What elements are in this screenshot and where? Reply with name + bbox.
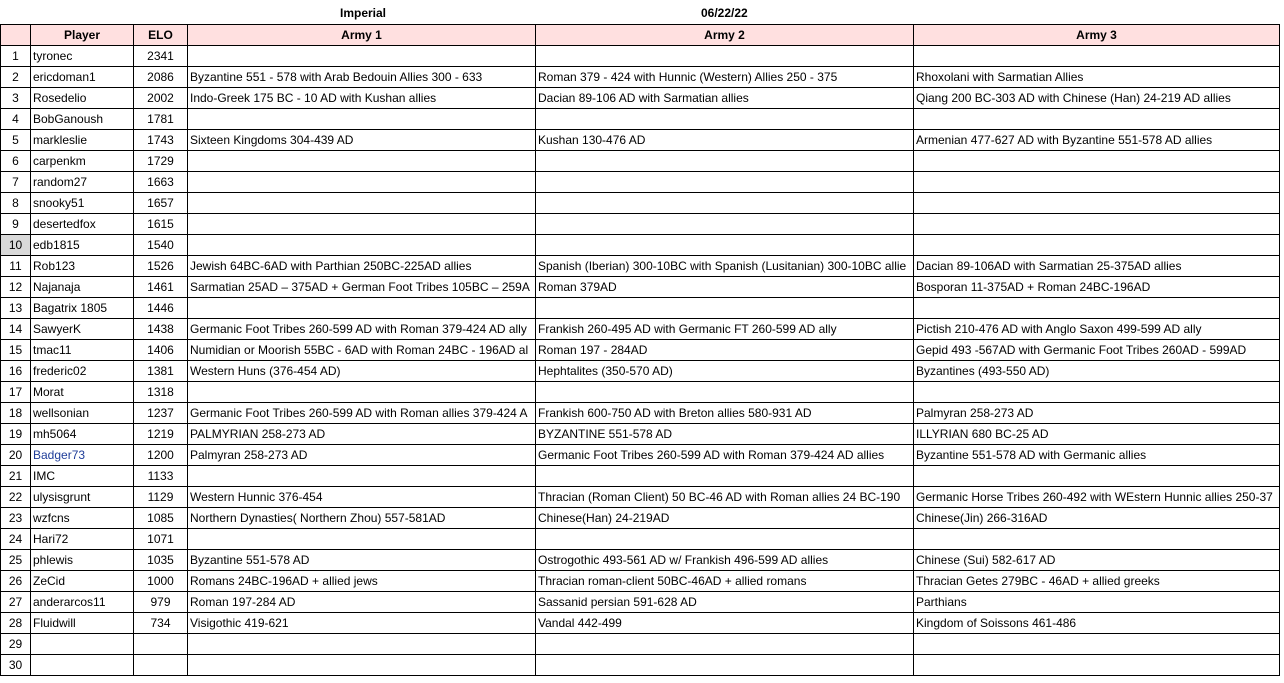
rank-cell[interactable]: 2 <box>1 67 31 88</box>
table-row <box>1 382 1280 403</box>
army2-cell[interactable]: Kushan 130-476 AD <box>536 130 914 151</box>
army1-cell[interactable]: Roman 197-284 AD <box>188 592 536 613</box>
rank-cell[interactable]: 20 <box>1 445 31 466</box>
rank-cell[interactable]: 18 <box>1 403 31 424</box>
army2-cell[interactable] <box>536 382 914 403</box>
table-row <box>1 214 1280 235</box>
army1-cell[interactable]: PALMYRIAN 258-273 AD <box>188 424 536 445</box>
table-row <box>1 613 1280 634</box>
header-cell-elo[interactable]: ELO <box>134 25 188 46</box>
rank-cell[interactable]: 5 <box>1 130 31 151</box>
elo-cell[interactable]: 2341 <box>134 46 188 67</box>
elo-cell[interactable]: 1200 <box>134 445 188 466</box>
elo-cell[interactable]: 1743 <box>134 130 188 151</box>
elo-cell[interactable]: 1663 <box>134 172 188 193</box>
title-row <box>0 0 1284 24</box>
army1-cell[interactable] <box>188 193 536 214</box>
player-cell[interactable] <box>31 634 134 655</box>
army2-cell[interactable]: Frankish 260-495 AD with Germanic FT 260-599 AD ally <box>536 319 914 340</box>
army3-cell[interactable]: Pictish 210-476 AD with Anglo Saxon 499-599 AD ally <box>914 319 1280 340</box>
table-row <box>1 529 1280 550</box>
army3-cell[interactable] <box>914 235 1280 256</box>
rank-cell[interactable]: 12 <box>1 277 31 298</box>
player-cell[interactable]: wellsonian <box>31 403 134 424</box>
table-row <box>1 67 1280 88</box>
player-cell[interactable]: tyronec <box>31 46 134 67</box>
header-cell-army3[interactable]: Army 3 <box>914 25 1280 46</box>
army2-cell[interactable] <box>536 172 914 193</box>
army1-cell[interactable] <box>188 46 536 67</box>
header-cell-army2[interactable]: Army 2 <box>536 25 914 46</box>
elo-cell[interactable]: 1219 <box>134 424 188 445</box>
army1-cell[interactable] <box>188 109 536 130</box>
player-cell[interactable]: snooky51 <box>31 193 134 214</box>
rank-cell[interactable]: 13 <box>1 298 31 319</box>
elo-cell[interactable]: 1729 <box>134 151 188 172</box>
army3-cell[interactable]: Dacian 89-106AD with Sarmatian 25-375AD allies <box>914 256 1280 277</box>
army2-cell[interactable]: Sassanid persian 591-628 AD <box>536 592 914 613</box>
rank-cell[interactable]: 4 <box>1 109 31 130</box>
player-cell[interactable]: anderarcos11 <box>31 592 134 613</box>
elo-cell[interactable] <box>134 634 188 655</box>
elo-cell[interactable]: 979 <box>134 592 188 613</box>
table-row <box>1 46 1280 67</box>
army2-cell[interactable] <box>536 298 914 319</box>
header-cell-army1[interactable]: Army 1 <box>188 25 536 46</box>
elo-cell[interactable]: 1035 <box>134 550 188 571</box>
player-cell[interactable]: mh5064 <box>31 424 134 445</box>
table-row <box>1 130 1280 151</box>
rank-cell[interactable]: 16 <box>1 361 31 382</box>
army2-cell[interactable] <box>536 109 914 130</box>
army2-cell[interactable] <box>536 214 914 235</box>
header-cell-player[interactable]: Player <box>31 25 134 46</box>
sheet-title[interactable]: Imperial <box>340 6 387 20</box>
rank-cell[interactable]: 27 <box>1 592 31 613</box>
army2-cell[interactable] <box>536 529 914 550</box>
army3-cell[interactable] <box>914 214 1280 235</box>
army3-cell[interactable] <box>914 151 1280 172</box>
army2-cell[interactable] <box>536 655 914 676</box>
rank-cell[interactable]: 15 <box>1 340 31 361</box>
player-cell[interactable]: markleslie <box>31 130 134 151</box>
army2-cell[interactable]: Ostrogothic 493-561 AD w/ Frankish 496-599 AD allies <box>536 550 914 571</box>
table-row <box>1 403 1280 424</box>
army2-cell[interactable]: Chinese(Han) 24-219AD <box>536 508 914 529</box>
header-row <box>1 25 1280 46</box>
army2-cell[interactable] <box>536 235 914 256</box>
army1-cell[interactable]: Visigothic 419-621 <box>188 613 536 634</box>
army2-cell[interactable]: Thracian roman-client 50BC-46AD + allied romans <box>536 571 914 592</box>
army1-cell[interactable]: Byzantine 551-578 AD <box>188 550 536 571</box>
rank-cell[interactable]: 25 <box>1 550 31 571</box>
header-cell-rank[interactable] <box>1 25 31 46</box>
army3-cell[interactable]: Chinese (Sui) 582-617 AD <box>914 550 1280 571</box>
army1-cell[interactable]: Jewish 64BC-6AD with Parthian 250BC-225AD allies <box>188 256 536 277</box>
army1-cell[interactable] <box>188 298 536 319</box>
rank-cell[interactable]: 1 <box>1 46 31 67</box>
army2-cell[interactable] <box>536 151 914 172</box>
army2-cell[interactable] <box>536 466 914 487</box>
rank-cell[interactable]: 7 <box>1 172 31 193</box>
elo-cell[interactable]: 1526 <box>134 256 188 277</box>
army2-cell[interactable]: Hephtalites (350-570 AD) <box>536 361 914 382</box>
elo-cell[interactable]: 1237 <box>134 403 188 424</box>
player-cell[interactable]: carpenkm <box>31 151 134 172</box>
elo-cell[interactable]: 1657 <box>134 193 188 214</box>
table-row <box>1 256 1280 277</box>
rank-cell[interactable]: 19 <box>1 424 31 445</box>
army1-cell[interactable] <box>188 151 536 172</box>
table-row <box>1 298 1280 319</box>
elo-cell[interactable]: 1406 <box>134 340 188 361</box>
player-cell[interactable]: Rob123 <box>31 256 134 277</box>
player-cell[interactable]: Rosedelio <box>31 88 134 109</box>
army1-cell[interactable]: Sarmatian 25AD – 375AD + German Foot Tribes 105BC – 259A <box>188 277 536 298</box>
table-row <box>1 487 1280 508</box>
army3-cell[interactable] <box>914 298 1280 319</box>
player-cell[interactable] <box>31 655 134 676</box>
player-cell[interactable]: phlewis <box>31 550 134 571</box>
rank-cell[interactable]: 17 <box>1 382 31 403</box>
elo-cell[interactable]: 2002 <box>134 88 188 109</box>
elo-cell[interactable]: 1540 <box>134 235 188 256</box>
table-row <box>1 592 1280 613</box>
army3-cell[interactable]: ILLYRIAN 680 BC-25 AD <box>914 424 1280 445</box>
elo-cell[interactable] <box>134 655 188 676</box>
rank-cell[interactable]: 30 <box>1 655 31 676</box>
army2-cell[interactable]: Germanic Foot Tribes 260-599 AD with Roman 379-424 AD allies <box>536 445 914 466</box>
elo-cell[interactable]: 734 <box>134 613 188 634</box>
army1-cell[interactable] <box>188 466 536 487</box>
rank-cell[interactable]: 8 <box>1 193 31 214</box>
army3-cell[interactable] <box>914 109 1280 130</box>
rank-cell[interactable]: 10 <box>1 235 31 256</box>
army1-cell[interactable]: Germanic Foot Tribes 260-599 AD with Roman allies 379-424 A <box>188 403 536 424</box>
player-cell[interactable]: random27 <box>31 172 134 193</box>
army2-cell[interactable]: Roman 197 - 284AD <box>536 340 914 361</box>
elo-cell[interactable]: 1461 <box>134 277 188 298</box>
player-cell[interactable]: wzfcns <box>31 508 134 529</box>
rank-cell[interactable]: 26 <box>1 571 31 592</box>
army1-cell[interactable]: Germanic Foot Tribes 260-599 AD with Roman 379-424 AD ally <box>188 319 536 340</box>
elo-cell[interactable]: 1781 <box>134 109 188 130</box>
army3-cell[interactable] <box>914 655 1280 676</box>
table-row <box>1 424 1280 445</box>
table-row <box>1 319 1280 340</box>
elo-cell[interactable]: 1446 <box>134 298 188 319</box>
army1-cell[interactable]: Western Hunnic 376-454 <box>188 487 536 508</box>
army2-cell[interactable]: Dacian 89-106 AD with Sarmatian allies <box>536 88 914 109</box>
player-cell[interactable]: IMC <box>31 466 134 487</box>
army2-cell[interactable] <box>536 634 914 655</box>
army3-cell[interactable] <box>914 193 1280 214</box>
army2-cell[interactable]: Thracian (Roman Client) 50 BC-46 AD with Roman allies 24 BC-190 <box>536 487 914 508</box>
army1-cell[interactable] <box>188 655 536 676</box>
player-cell[interactable]: Badger73 <box>31 445 134 466</box>
elo-cell[interactable]: 1133 <box>134 466 188 487</box>
rank-cell[interactable]: 22 <box>1 487 31 508</box>
table-row <box>1 235 1280 256</box>
table-body <box>1 46 1280 676</box>
table-row <box>1 634 1280 655</box>
army1-cell[interactable]: Palmyran 258-273 AD <box>188 445 536 466</box>
army2-cell[interactable]: BYZANTINE 551-578 AD <box>536 424 914 445</box>
player-cell[interactable]: Najanaja <box>31 277 134 298</box>
army1-cell[interactable] <box>188 382 536 403</box>
table-row <box>1 151 1280 172</box>
army2-cell[interactable]: Roman 379AD <box>536 277 914 298</box>
player-cell[interactable]: ZeCid <box>31 571 134 592</box>
table-row <box>1 277 1280 298</box>
army3-cell[interactable] <box>914 172 1280 193</box>
table-row <box>1 193 1280 214</box>
rank-cell[interactable]: 6 <box>1 151 31 172</box>
table-row <box>1 172 1280 193</box>
table-row <box>1 361 1280 382</box>
army3-cell[interactable] <box>914 634 1280 655</box>
army3-cell[interactable]: Rhoxolani with Sarmatian Allies <box>914 67 1280 88</box>
army1-cell[interactable] <box>188 214 536 235</box>
army2-cell[interactable] <box>536 193 914 214</box>
army1-cell[interactable] <box>188 634 536 655</box>
table-row <box>1 109 1280 130</box>
army3-cell[interactable]: Parthians <box>914 592 1280 613</box>
elo-cell[interactable]: 1381 <box>134 361 188 382</box>
army3-cell[interactable]: Gepid 493 -567AD with Germanic Foot Tribes 260AD - 599AD <box>914 340 1280 361</box>
army1-cell[interactable] <box>188 529 536 550</box>
player-cell[interactable]: Bagatrix 1805 <box>31 298 134 319</box>
table-row <box>1 88 1280 109</box>
ratings-table <box>0 24 1280 676</box>
army3-cell[interactable] <box>914 46 1280 67</box>
elo-cell[interactable]: 1129 <box>134 487 188 508</box>
army1-cell[interactable]: Sixteen Kingdoms 304-439 AD <box>188 130 536 151</box>
rank-cell[interactable]: 28 <box>1 613 31 634</box>
rank-cell[interactable]: 11 <box>1 256 31 277</box>
army3-cell[interactable] <box>914 382 1280 403</box>
rank-cell[interactable]: 14 <box>1 319 31 340</box>
player-cell[interactable]: edb1815 <box>31 235 134 256</box>
player-cell[interactable]: BobGanoush <box>31 109 134 130</box>
rank-cell[interactable]: 29 <box>1 634 31 655</box>
table-row <box>1 340 1280 361</box>
rank-cell[interactable]: 3 <box>1 88 31 109</box>
rank-cell[interactable]: 24 <box>1 529 31 550</box>
army2-cell[interactable]: Frankish 600-750 AD with Breton allies 580-931 AD <box>536 403 914 424</box>
army3-cell[interactable] <box>914 466 1280 487</box>
army3-cell[interactable]: Byzantines (493-550 AD) <box>914 361 1280 382</box>
player-cell[interactable]: Fluidwill <box>31 613 134 634</box>
player-cell[interactable]: tmac11 <box>31 340 134 361</box>
army3-cell[interactable] <box>914 529 1280 550</box>
elo-cell[interactable]: 1438 <box>134 319 188 340</box>
elo-cell[interactable]: 2086 <box>134 67 188 88</box>
army1-cell[interactable]: Indo-Greek 175 BC - 10 AD with Kushan allies <box>188 88 536 109</box>
army1-cell[interactable]: Numidian or Moorish 55BC - 6AD with Roman 24BC - 196AD al <box>188 340 536 361</box>
army3-cell[interactable]: Thracian Getes 279BC - 46AD + allied greeks <box>914 571 1280 592</box>
elo-cell[interactable]: 1071 <box>134 529 188 550</box>
army3-cell[interactable]: Byzantine 551-578 AD with Germanic allies <box>914 445 1280 466</box>
rank-cell[interactable]: 9 <box>1 214 31 235</box>
army1-cell[interactable] <box>188 235 536 256</box>
elo-cell[interactable]: 1085 <box>134 508 188 529</box>
army1-cell[interactable]: Byzantine 551 - 578 with Arab Bedouin Allies 300 - 633 <box>188 67 536 88</box>
player-cell[interactable]: desertedfox <box>31 214 134 235</box>
table-row <box>1 445 1280 466</box>
army3-cell[interactable]: Chinese(Jin) 266-316AD <box>914 508 1280 529</box>
army3-cell[interactable]: Palmyran 258-273 AD <box>914 403 1280 424</box>
army1-cell[interactable]: Western Huns (376-454 AD) <box>188 361 536 382</box>
player-cell[interactable]: frederic02 <box>31 361 134 382</box>
table-row <box>1 466 1280 487</box>
player-cell[interactable]: ericdoman1 <box>31 67 134 88</box>
table-row <box>1 655 1280 676</box>
elo-cell[interactable]: 1318 <box>134 382 188 403</box>
rank-cell[interactable]: 21 <box>1 466 31 487</box>
army3-cell[interactable]: Germanic Horse Tribes 260-492 with WEstern Hunnic allies 250-37 <box>914 487 1280 508</box>
table-row <box>1 508 1280 529</box>
army2-cell[interactable]: Spanish (Iberian) 300-10BC with Spanish (Lusitanian) 300-10BC allie <box>536 256 914 277</box>
player-cell[interactable]: SawyerK <box>31 319 134 340</box>
army1-cell[interactable]: Romans 24BC-196AD + allied jews <box>188 571 536 592</box>
army3-cell[interactable]: Kingdom of Soissons 461-486 <box>914 613 1280 634</box>
army2-cell[interactable] <box>536 46 914 67</box>
table-row <box>1 550 1280 571</box>
army3-cell[interactable]: Qiang 200 BC-303 AD with Chinese (Han) 24-219 AD allies <box>914 88 1280 109</box>
army1-cell[interactable] <box>188 172 536 193</box>
elo-cell[interactable]: 1000 <box>134 571 188 592</box>
elo-cell[interactable]: 1615 <box>134 214 188 235</box>
sheet-date[interactable]: 06/22/22 <box>701 6 748 20</box>
player-cell[interactable]: ulysisgrunt <box>31 487 134 508</box>
army2-cell[interactable]: Roman 379 - 424 with Hunnic (Western) Allies 250 - 375 <box>536 67 914 88</box>
player-cell[interactable]: Hari72 <box>31 529 134 550</box>
army3-cell[interactable]: Armenian 477-627 AD with Byzantine 551-578 AD allies <box>914 130 1280 151</box>
rank-cell[interactable]: 23 <box>1 508 31 529</box>
table-row <box>1 571 1280 592</box>
army1-cell[interactable]: Northern Dynasties( Northern Zhou) 557-581AD <box>188 508 536 529</box>
army3-cell[interactable]: Bosporan 11-375AD + Roman 24BC-196AD <box>914 277 1280 298</box>
army2-cell[interactable]: Vandal 442-499 <box>536 613 914 634</box>
player-cell[interactable]: Morat <box>31 382 134 403</box>
